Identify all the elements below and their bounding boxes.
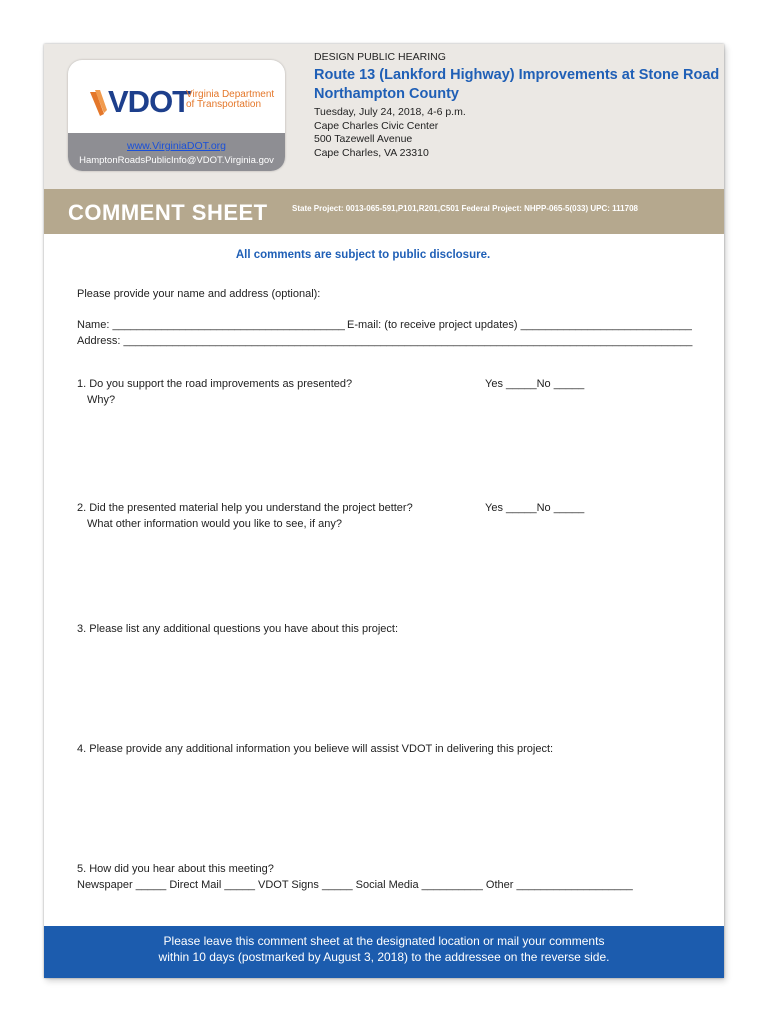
vdot-website-link[interactable]: www.VirginiaDOT.org (126, 140, 226, 152)
meeting-date: Tuesday, July 24, 2018, 4-6 p.m. (314, 106, 466, 118)
question-1-yes-no[interactable]: Yes _____No _____ (485, 378, 585, 390)
question-1: 1. Do you support the road improvements as presented? (77, 378, 353, 390)
project-title: Route 13 (Lankford Highway) Improvements at Stone Road Northampton County (314, 67, 720, 102)
meeting-city: Cape Charles, VA 23310 (314, 146, 429, 159)
event-kicker: DESIGN PUBLIC HEARING (314, 51, 446, 63)
vdot-subtitle (186, 90, 274, 110)
footer-line-2: within 10 days (postmarked by August 3, 2018) to the addressee on the reverse side. (158, 950, 610, 964)
comment-sheet-band (44, 189, 724, 234)
disclosure-notice: All comments are subject to public disclosure. (235, 249, 491, 261)
project-numbers: State Project: 0013-065-591,P101,R201,C501 Federal Project: NHPP-065-5(033) UPC: 111708 (292, 204, 638, 213)
question-2: 2. Did the presented material help you understand the project better? (77, 502, 413, 514)
footer-line-1: Please leave this comment sheet at the designated location or mail your comments (163, 934, 605, 948)
contact-intro: Please provide your name and address (optional): (77, 288, 321, 300)
question-4: 4. Please provide any additional information you believe will assist VDOT in delivering this project: (77, 743, 554, 755)
question-2-followup: What other information would you like to see, if any? (87, 518, 342, 530)
meeting-venue: Cape Charles Civic Center (314, 119, 439, 132)
vdot-contact-email: HamptonRoadsPublicInfo@VDOT.Virginia.gov (79, 155, 274, 166)
question-3: 3. Please list any additional questions you have about this project: (77, 623, 399, 635)
comment-sheet-title: COMMENT SHEET (68, 200, 268, 225)
question-5-options[interactable]: Newspaper _____ Direct Mail _____ VDOT Signs _____ Social Media __________ Other ___________________ (77, 879, 633, 891)
meeting-street: 500 Tazewell Avenue (314, 133, 413, 145)
question-1-why: Why? (87, 394, 116, 406)
footer-instructions (44, 926, 724, 978)
vdot-wordmark: VDOT (108, 84, 191, 119)
address-field[interactable]: Address: _____________________________________________________________________________________________ (77, 335, 693, 347)
email-field[interactable]: E-mail: (to receive project updates) ____________________________ (347, 319, 692, 331)
meeting-details (314, 106, 466, 160)
name-field[interactable]: Name: ______________________________________ (77, 319, 345, 331)
vdot-subtitle-line2: of Transportation (186, 99, 262, 110)
comment-sheet-page (44, 44, 724, 978)
question-2-yes-no[interactable]: Yes _____No _____ (485, 502, 585, 514)
vdot-subtitle-line1: Virginia Department (186, 89, 275, 100)
header (44, 44, 724, 189)
vdot-logo-card (68, 60, 285, 171)
question-5: 5. How did you hear about this meeting? (77, 863, 274, 875)
footer-text (44, 933, 724, 965)
